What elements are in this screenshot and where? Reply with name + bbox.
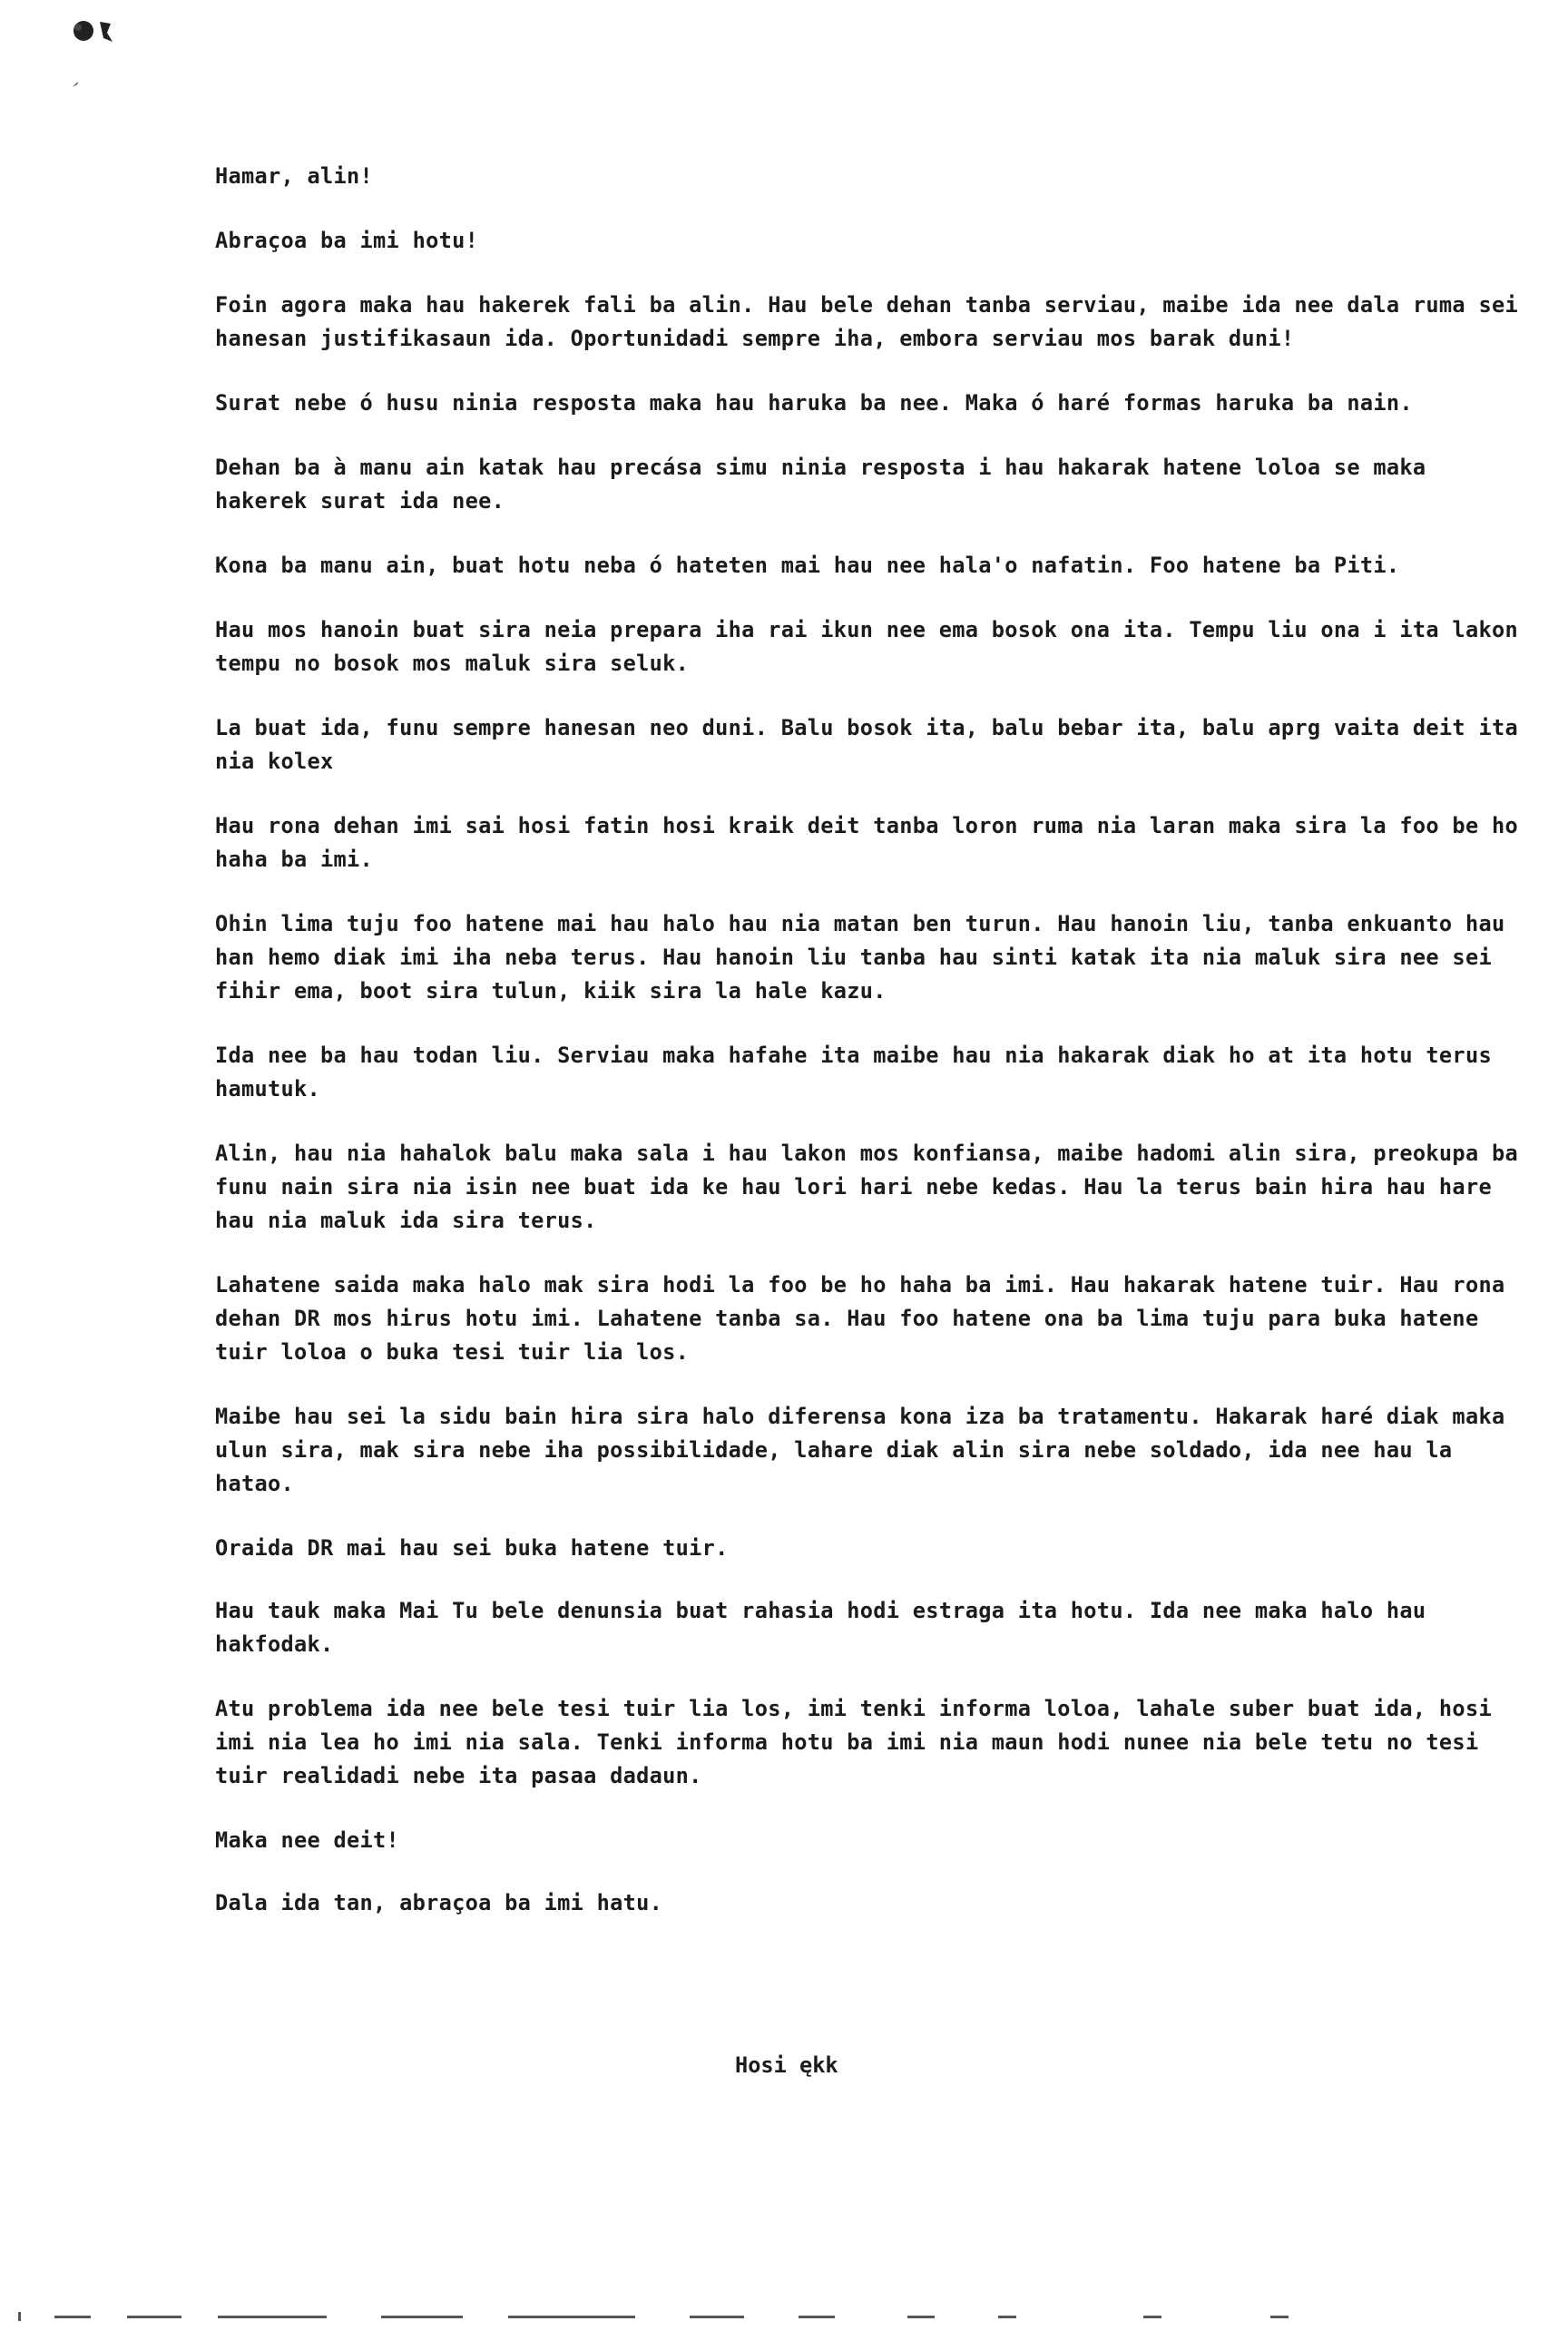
letter-paragraph: Surat nebe ó husu ninia resposta maka hau haruka ba nee. Maka ó haré formas haruka ba nain. xyxy=(215,390,1413,416)
letter-body xyxy=(215,160,1522,1949)
letter-paragraph: Atu problema ida nee bele tesi tuir lia los, imi tenki informa loloa, lahale suber buat ida, hosi imi nia lea ho imi nia sala. Tenki informa hotu ba imi nia maun hodi nunee nia bele tetu no tesi tuir realidadi nebe ita pasaa dadaun. xyxy=(215,1696,1492,1788)
letter-paragraph: La buat ida, funu sempre hanesan neo duni. Balu bosok ita, balu bebar ita, balu aprg vaita deit ita nia kolex xyxy=(215,715,1518,774)
letter-paragraph: Lahatene saida maka halo mak sira hodi la foo be ho haha ba imi. Hau hakarak hatene tuir. Hau rona dehan DR mos hirus hotu imi. Lahatene tanba sa. Hau foo hatene ona ba lima tuju para buka hatene tuir loloa o buka tesi tuir lia los. xyxy=(215,1272,1505,1365)
letter-paragraph: Kona ba manu ain, buat hotu neba ó hateten mai hau nee hala'o nafatin. Foo hatene ba Piti. xyxy=(215,553,1400,578)
letter-paragraph: Foin agora maka hau hakerek fali ba alin. Hau bele dehan tanba serviau, maibe ida nee dala ruma sei hanesan justifikasaun ida. Oportunidadi sempre iha, embora serviau mos barak duni! xyxy=(215,292,1518,351)
ink-speck xyxy=(71,80,80,89)
letter-greeting: Hamar, alin! xyxy=(215,163,374,189)
letter-paragraph: Alin, hau nia hahalok balu maka sala i hau lakon mos konfiansa, maibe hadomi alin sira, preokupa ba funu nain sira nia isin nee buat ida ke hau lori hari nebe kedas. Hau la terus bain hira hau hare hau nia maluk ida sira terus. xyxy=(215,1141,1518,1233)
letter-paragraph: Hau tauk maka Mai Tu bele denunsia buat rahasia hodi estraga ita hotu. Ida nee maka halo hau hakfodak. xyxy=(215,1598,1426,1657)
letter-paragraph: Ida nee ba hau todan liu. Serviau maka hafahe ita maibe hau nia hakarak diak ho at ita hotu terus hamutuk. xyxy=(215,1043,1492,1102)
letter-paragraph: Hau mos hanoin buat sira neia prepara iha rai ikun nee ema bosok ona ita. Tempu liu ona i ita lakon tempu no bosok mos maluk sira seluk. xyxy=(215,617,1518,676)
letter-paragraph: Oraida DR mai hau sei buka hatene tuir. xyxy=(215,1535,729,1561)
letter-signature: Hosi ękk xyxy=(735,2052,838,2078)
letter-opening: Abraçoa ba imi hotu! xyxy=(215,228,479,253)
letter-paragraph: Hau rona dehan imi sai hosi fatin hosi kraik deit tanba loron ruma nia laran maka sira la foo be ho haha ba imi. xyxy=(215,813,1518,872)
letter-paragraph: Ohin lima tuju foo hatene mai hau halo hau nia matan ben turun. Hau hanoin liu, tanba enkuanto hau han hemo diak imi iha neba terus. Hau hanoin liu tanba hau sinti katak ita nia maluk sira nee sei fihir ema, boot sira tulun, kiik sira la hale kazu. xyxy=(215,911,1505,1004)
letter-paragraph: Maibe hau sei la sidu bain hira sira halo diferensa kona iza ba tratamentu. Hakarak haré diak maka ulun sira, mak sira nebe iha possibilidade, lahare diak alin sira nebe soldado, ida nee hau la hatao. xyxy=(215,1404,1505,1496)
letter-closing: Dala ida tan, abraçoa ba imi hatu. xyxy=(215,1890,663,1915)
letter-paragraph: Maka nee deit! xyxy=(215,1827,400,1853)
scan-edge-noise xyxy=(0,2312,1568,2321)
ink-blot-mark xyxy=(67,15,131,51)
letter-paragraph: Dehan ba à manu ain katak hau precása simu ninia resposta i hau hakarak hatene loloa se maka hakerek surat ida nee. xyxy=(215,455,1426,514)
